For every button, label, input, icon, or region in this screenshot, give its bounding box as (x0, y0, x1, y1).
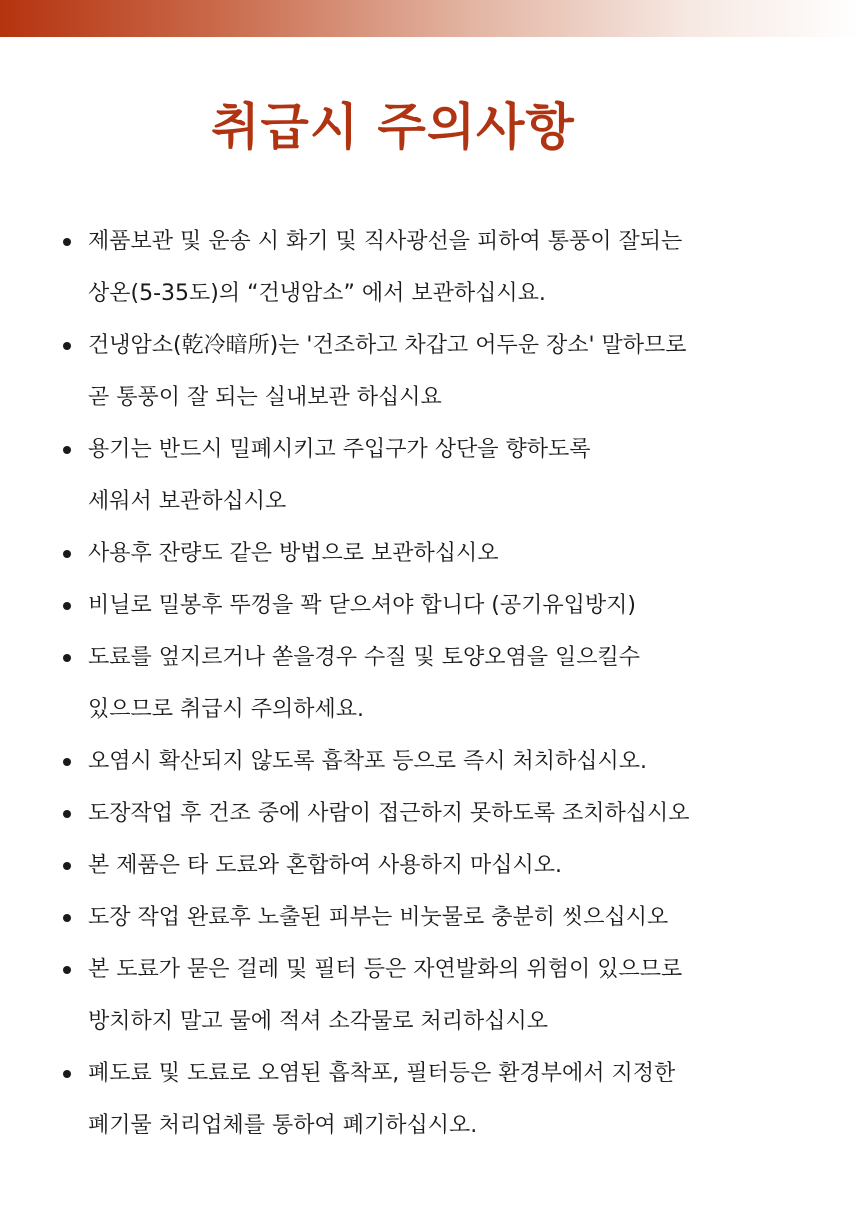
caution-item (58, 528, 818, 580)
caution-item-text: 폐도료 및 도료로 오염된 흡착포, 필터등은 환경부에서 지정한 (88, 1061, 676, 1086)
caution-item-text: 도장 작업 완료후 노출된 피부는 비눗물로 충분히 씻으십시오 (88, 905, 669, 930)
bullet-icon (63, 758, 71, 766)
caution-item-text: 상온(5-35도)의 “건냉암소” 에서 보관하십시요. (88, 281, 546, 306)
bullet-icon (63, 550, 71, 558)
caution-item-text: 용기는 반드시 밀폐시키고 주입구가 상단을 향하도록 (88, 437, 591, 462)
caution-item (58, 892, 818, 944)
bullet-icon (63, 1070, 71, 1078)
caution-item-text: 사용후 잔량도 같은 방법으로 보관하십시오 (88, 541, 499, 566)
bullet-icon (63, 238, 71, 246)
caution-item-text: 세워서 보관하십시오 (88, 489, 287, 514)
caution-item (58, 788, 818, 840)
caution-item-text: 방치하지 말고 물에 적셔 소각물로 처리하십시오 (88, 1009, 549, 1034)
bullet-icon (63, 914, 71, 922)
caution-item-text: 비닐로 밀봉후 뚜껑을 꽉 닫으셔야 합니다 (공기유입방지) (88, 593, 636, 618)
caution-item-text: 오염시 확산되지 않도록 흡착포 등으로 즉시 처치하십시오. (88, 749, 648, 774)
page-title: 취급시 주의사항 (211, 98, 575, 156)
caution-item (58, 736, 818, 788)
bullet-icon (63, 342, 71, 350)
caution-item (58, 1048, 818, 1152)
caution-item-text: 제품보관 및 운송 시 화기 및 직사광선을 피하여 통풍이 잘되는 (88, 229, 683, 254)
caution-item (58, 424, 818, 528)
bullet-icon (63, 966, 71, 974)
bullet-icon (63, 654, 71, 662)
caution-item-text: 본 도료가 묻은 걸레 및 필터 등은 자연발화의 위험이 있으므로 (88, 957, 683, 982)
bullet-icon (63, 862, 71, 870)
caution-item (58, 320, 818, 424)
caution-item (58, 216, 818, 320)
caution-item-text: 곧 통풍이 잘 되는 실내보관 하십시요 (88, 385, 442, 410)
caution-item-text: 본 제품은 타 도료와 혼합하여 사용하지 마십시오. (88, 853, 562, 878)
caution-item (58, 840, 818, 892)
caution-item-text: 건냉암소(乾冷暗所)는 '건조하고 차갑고 어두운 장소' 말하므로 (88, 333, 687, 358)
bullet-icon (63, 602, 71, 610)
top-gradient-band (0, 0, 860, 37)
caution-item (58, 944, 818, 1048)
caution-item-text: 도장작업 후 건조 중에 사람이 접근하지 못하도록 조치하십시오 (88, 801, 690, 826)
bullet-icon (63, 810, 71, 818)
caution-item-text: 폐기물 처리업체를 통하여 폐기하십시오. (88, 1113, 478, 1138)
caution-item-text: 도료를 엎지르거나 쏟을경우 수질 및 토양오염을 일으킬수 (88, 645, 641, 670)
caution-item (58, 632, 818, 736)
caution-item (58, 580, 818, 632)
bullet-icon (63, 446, 71, 454)
caution-item-text: 있으므로 취급시 주의하세요. (88, 697, 365, 722)
caution-list (58, 216, 818, 1152)
